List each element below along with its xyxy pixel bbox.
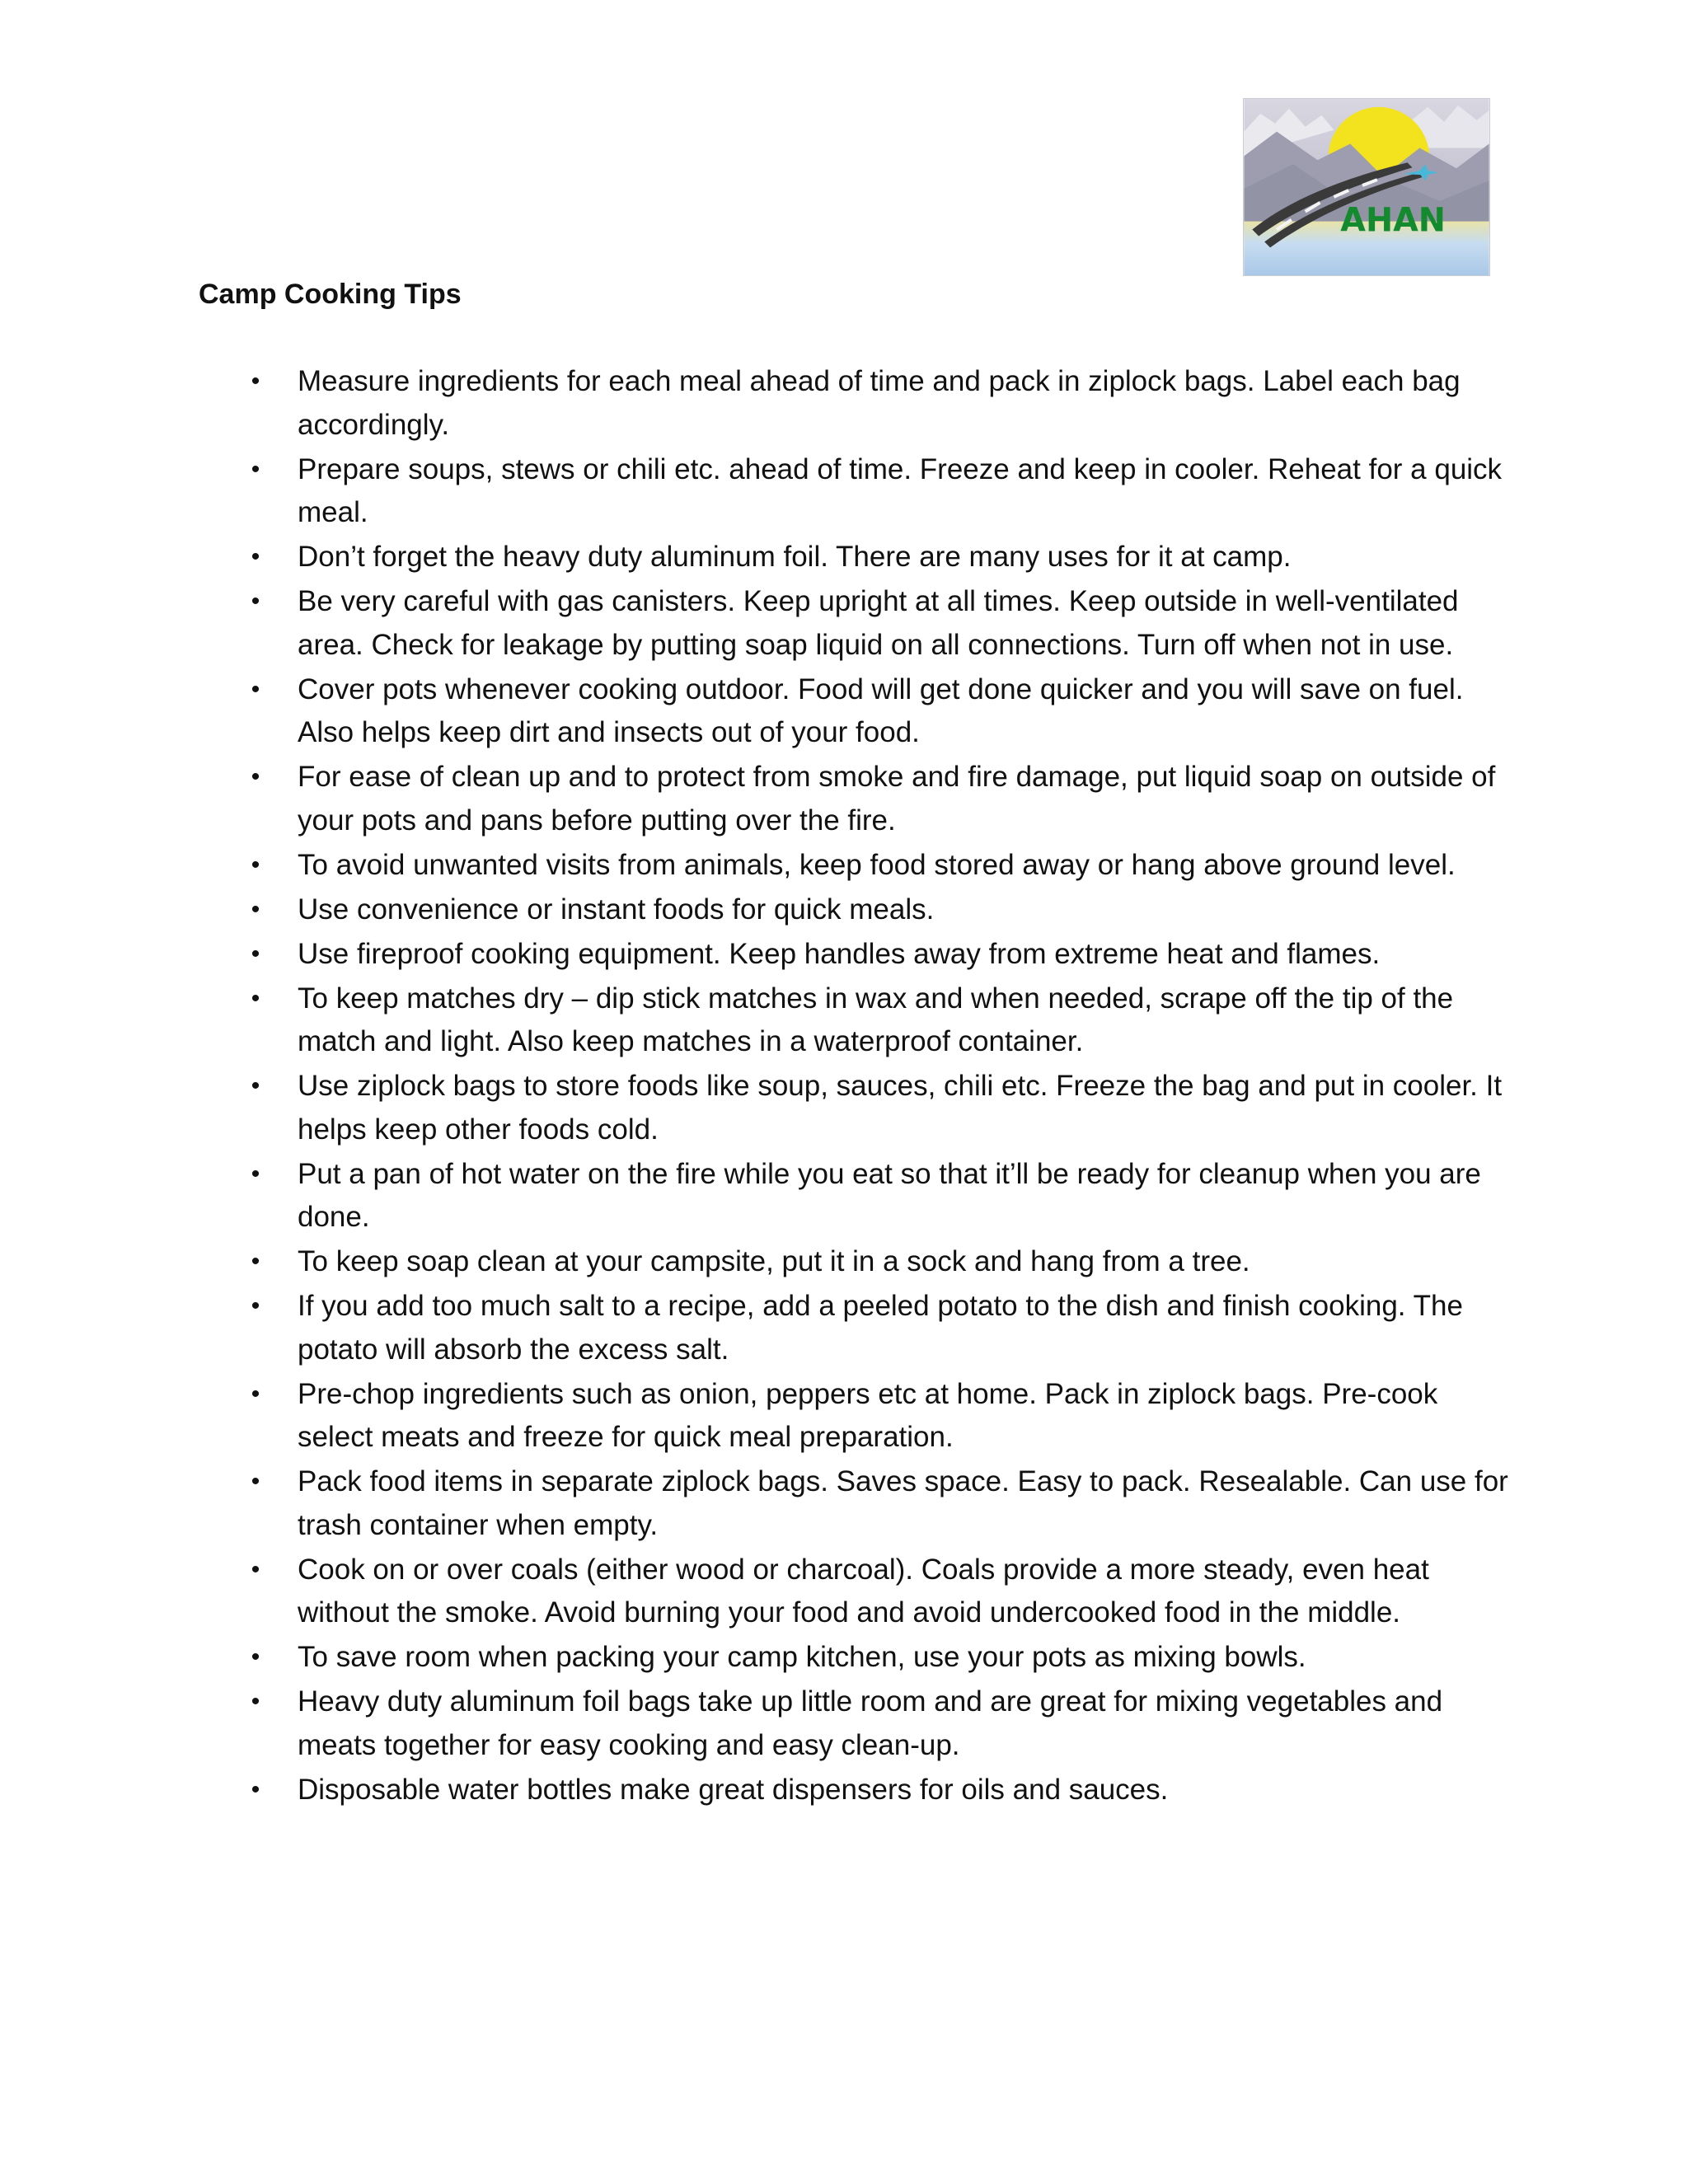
bullet-icon: •	[251, 895, 260, 923]
list-item-text: If you add too much salt to a recipe, add a peeled potato to the dish and finish cooking. The potato will absorb the excess salt.	[298, 1290, 1463, 1366]
page-title: Camp Cooking Tips	[199, 279, 462, 310]
list-item	[0, 448, 1517, 535]
list-item	[0, 888, 1517, 932]
list-item	[0, 1769, 1517, 1812]
list-item-text: Disposable water bottles make great dispensers for oils and sauces.	[298, 1773, 1169, 1806]
list-item	[0, 1460, 1517, 1547]
bullet-icon: •	[251, 1072, 260, 1099]
list-item-text: Use fireproof cooking equipment. Keep handles away from extreme heat and flames.	[298, 937, 1381, 970]
bullet-icon: •	[251, 1160, 260, 1188]
bullet-icon: •	[251, 1775, 260, 1803]
list-item	[0, 1065, 1517, 1151]
list-item	[0, 1636, 1517, 1680]
list-item-text: Be very careful with gas canisters. Keep upright at all times. Keep outside in well-ventilated area. Check for leakage by putting soap liquid on all connections. Turn off when not in use.	[298, 585, 1459, 661]
list-item-text: For ease of clean up and to protect from smoke and fire damage, put liquid soap on outside of your pots and pans before putting over the fire.	[298, 761, 1496, 837]
list-item	[0, 1240, 1517, 1284]
list-item	[0, 1153, 1517, 1240]
bullet-icon: •	[251, 763, 260, 790]
bullet-icon: •	[251, 455, 260, 483]
list-item	[0, 844, 1517, 888]
bullet-icon: •	[251, 1555, 260, 1583]
bullet-icon: •	[251, 1248, 260, 1275]
list-item	[0, 756, 1517, 842]
list-item-text: Cook on or over coals (either wood or charcoal). Coals provide a more steady, even heat without the smoke. Avoid burning your food and avoid undercooked food in the middle.	[298, 1553, 1429, 1629]
list-item	[0, 668, 1517, 755]
logo-text: AHAN	[1340, 201, 1446, 240]
list-item-text: Measure ingredients for each meal ahead of time and pack in ziplock bags. Label each bag accordingly.	[298, 365, 1461, 441]
list-item-text: Put a pan of hot water on the fire while you eat so that it’ll be ready for cleanup when you are done.	[298, 1157, 1481, 1233]
list-item	[0, 360, 1517, 447]
list-item-text: To save room when packing your camp kitchen, use your pots as mixing bowls.	[298, 1641, 1306, 1673]
list-item-text: To keep matches dry – dip stick matches in wax and when needed, scrape off the tip of the match and light. Also keep matches in a waterproof container.	[298, 982, 1454, 1057]
bullet-icon: •	[251, 675, 260, 703]
list-item	[0, 536, 1517, 579]
bullet-icon: •	[251, 1380, 260, 1408]
list-item-text: Pack food items in separate ziplock bags. Saves space. Easy to pack. Resealable. Can use for trash container when empty.	[298, 1465, 1508, 1541]
list-item-text: Use ziplock bags to store foods like soup, sauces, chili etc. Freeze the bag and put in cooler. It helps keep other foods cold.	[298, 1070, 1503, 1146]
list-item	[0, 977, 1517, 1064]
ahan-logo	[1243, 98, 1490, 276]
list-item	[0, 1680, 1517, 1767]
bullet-icon: •	[251, 588, 260, 615]
list-item-text: Cover pots whenever cooking outdoor. Food will get done quicker and you will save on fuel. Also helps keep dirt and insects out of your food.	[298, 673, 1464, 748]
list-item	[0, 933, 1517, 977]
list-item-text: To keep soap clean at your campsite, put it in a sock and hang from a tree.	[298, 1245, 1250, 1277]
bullet-icon: •	[251, 1468, 260, 1495]
list-item	[0, 1285, 1517, 1371]
list-item	[0, 1549, 1517, 1635]
list-item-text: Don’t forget the heavy duty aluminum foil. There are many uses for it at camp.	[298, 541, 1292, 573]
list-item-text: Use convenience or instant foods for quick meals.	[298, 893, 935, 926]
list-item-text: To avoid unwanted visits from animals, keep food stored away or hang above ground level.	[298, 848, 1456, 881]
bullet-icon: •	[251, 1292, 260, 1319]
bullet-icon: •	[251, 940, 260, 968]
bullet-icon: •	[251, 851, 260, 879]
list-item-text: Heavy duty aluminum foil bags take up little room and are great for mixing vegetables and meats together for easy cooking and easy clean-up.	[298, 1685, 1443, 1761]
bullet-icon: •	[251, 984, 260, 1012]
list-item-text: Pre-chop ingredients such as onion, peppers etc at home. Pack in ziplock bags. Pre-cook select meats and freeze for quick meal preparation.	[298, 1377, 1438, 1453]
bullet-icon: •	[251, 1688, 260, 1715]
list-item	[0, 1373, 1517, 1460]
ahan-logo-image	[1244, 99, 1489, 275]
tips-list	[0, 360, 1688, 1813]
list-item-text: Prepare soups, stews or chili etc. ahead of time. Freeze and keep in cooler. Reheat for a quick meal.	[298, 452, 1503, 528]
bullet-icon: •	[251, 543, 260, 570]
bullet-icon: •	[251, 368, 260, 395]
list-item	[0, 580, 1517, 667]
bullet-icon: •	[251, 1643, 260, 1671]
